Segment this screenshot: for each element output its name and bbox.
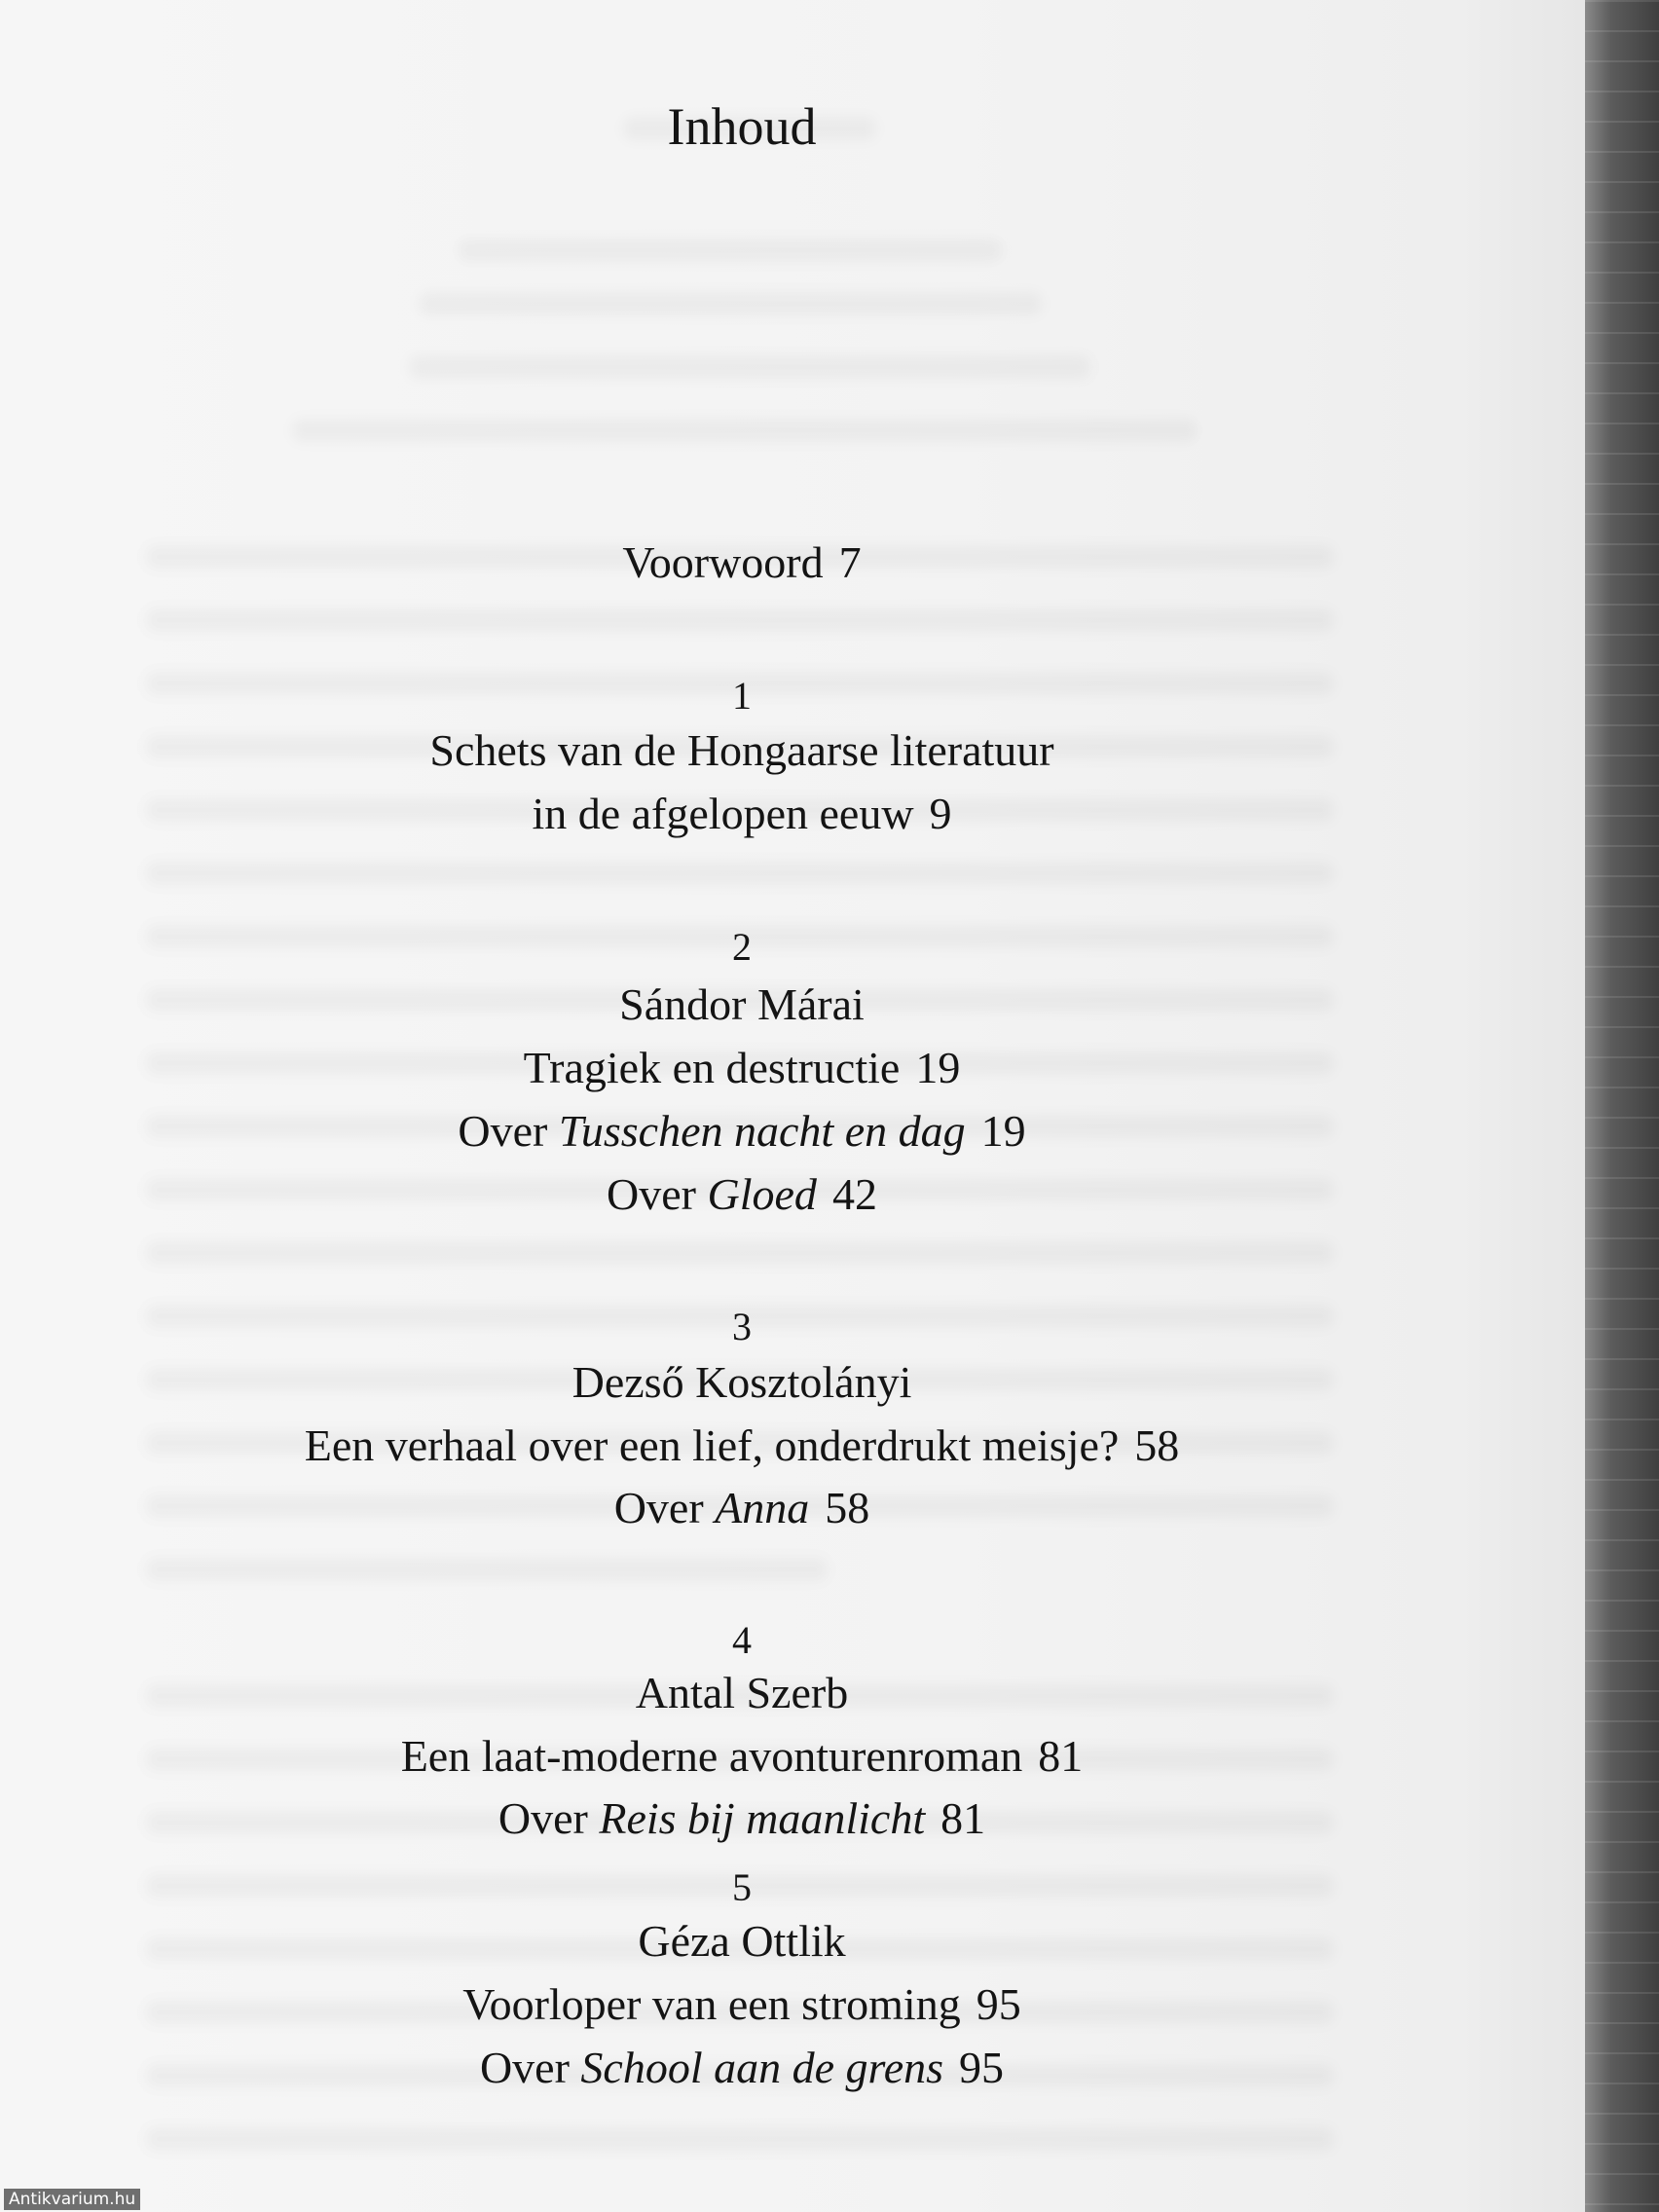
toc-entry-work-title: Anna [715, 1483, 810, 1532]
toc-entry-prefix: Over [458, 1106, 548, 1156]
section-author: Géza Ottlik [638, 1916, 846, 1966]
toc-page-number: 81 [940, 1793, 986, 1843]
toc-entry-work-title: Gloed [707, 1169, 817, 1219]
toc-entry-prefix: Over [498, 1793, 588, 1843]
toc-page-number: 81 [1038, 1731, 1084, 1781]
toc-entry-preface[interactable] [0, 535, 1484, 590]
toc-page-number: 9 [929, 789, 952, 838]
toc-page-number: 7 [838, 537, 862, 587]
section-author: Dezső Kosztolányi [571, 1357, 912, 1407]
section-number: 2 [732, 925, 752, 969]
toc-page-number: 42 [831, 1169, 877, 1219]
toc-entry-work[interactable] [0, 1167, 1484, 1222]
toc-entry-prefix: Over [479, 2043, 570, 2092]
toc-entry-label: Tragiek en destructie [523, 1043, 901, 1092]
section-heading-line: in de afgelopen eeuw [532, 789, 914, 838]
toc-entry-work[interactable] [0, 2041, 1484, 2095]
toc-entry-essay[interactable] [0, 1419, 1484, 1473]
toc-page-number: 19 [915, 1043, 961, 1092]
section-number: 4 [732, 1618, 752, 1662]
page-title: Inhoud [667, 97, 817, 156]
toc-entry-prefix: Over [613, 1483, 704, 1532]
toc-entry-essay[interactable] [0, 1041, 1484, 1095]
toc-entry-work[interactable] [0, 1104, 1484, 1159]
toc-entry-work[interactable] [0, 1481, 1484, 1535]
toc-page-number: 58 [825, 1483, 870, 1532]
section-number: 1 [732, 674, 752, 718]
book-page-edges [1585, 0, 1659, 2212]
toc-page-number: 58 [1134, 1420, 1180, 1470]
toc-entry-work-title: School aan de grens [580, 2043, 944, 2092]
section-heading[interactable] [0, 787, 1484, 841]
toc-page-number: 95 [959, 2043, 1005, 2092]
toc-entry-work[interactable] [0, 1791, 1484, 1846]
toc-entry-label: Voorwoord [622, 537, 824, 587]
toc-entry-essay[interactable] [0, 1977, 1484, 2032]
toc-entry-work-title: Tusschen nacht en dag [558, 1106, 966, 1156]
watermark: Antikvarium.hu [4, 2189, 140, 2210]
toc-entry-label: Voorloper van een stroming [462, 1979, 961, 2029]
toc-page-number: 95 [976, 1979, 1021, 2029]
toc-entry-work-title: Reis bij maanlicht [599, 1793, 926, 1843]
section-number: 5 [732, 1865, 752, 1909]
toc-entry-label: Een laat-moderne avonturenroman [400, 1731, 1023, 1781]
section-author: Sándor Márai [619, 979, 865, 1029]
toc-page-number: 19 [980, 1106, 1026, 1156]
section-author: Antal Szerb [635, 1668, 849, 1717]
toc-entry-essay[interactable] [0, 1729, 1484, 1784]
toc-entry-label: Een verhaal over een lief, onderdrukt meisje? [304, 1420, 1120, 1470]
section-number: 3 [732, 1305, 752, 1348]
section-heading[interactable]: Schets van de Hongaarse literatuur [429, 725, 1054, 775]
toc-entry-prefix: Over [607, 1169, 697, 1219]
